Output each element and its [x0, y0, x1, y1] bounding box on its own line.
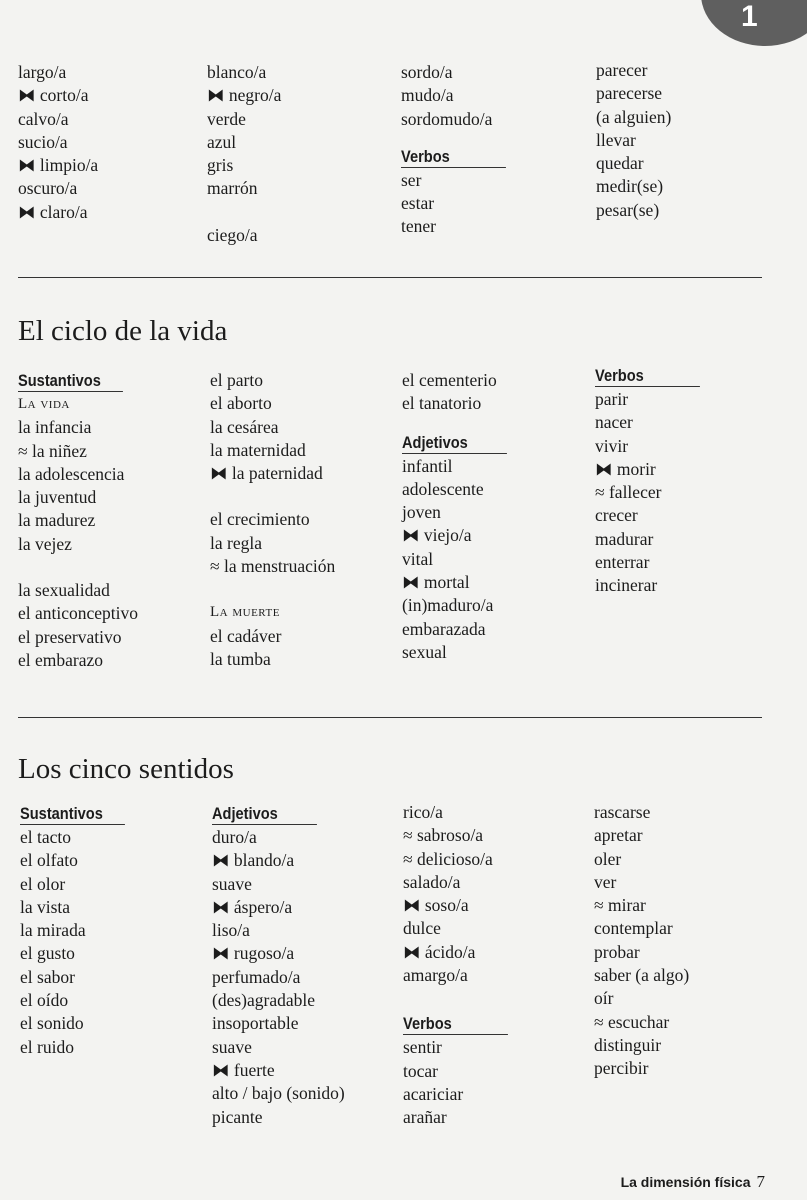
vocab-item: azul [207, 131, 237, 152]
vocab-item: el gusto [20, 943, 75, 964]
vocab-item: ⧓ blando/a [212, 850, 295, 871]
vocab-item: sordomudo/a [401, 108, 493, 129]
vocab-item: ⧓ negro/a [207, 85, 282, 106]
vocab-item: la madurez [18, 510, 96, 531]
s1-col4 [595, 365, 717, 598]
vocab-item: la mirada [20, 920, 86, 941]
s1-col2 [210, 369, 335, 671]
s2-sustantivos-header: Sustantivos [20, 803, 125, 825]
vocab-item: vivir [595, 435, 629, 456]
vocab-item: ⧓ claro/a [18, 201, 88, 222]
vocab-item: perfumado/a [212, 966, 301, 987]
vocab-item: ver [594, 871, 617, 892]
vocab-item: ⧓ ácido/a [403, 941, 476, 962]
vocab-item: parir [595, 389, 629, 409]
vocab-item: ⧓ rugoso/a [212, 943, 295, 964]
vocab-item: suave [212, 1036, 252, 1057]
vocab-item: el aborto [210, 393, 272, 414]
vocab-item: la regla [210, 532, 262, 553]
vocab-item: insoportable [212, 1013, 299, 1034]
s1-verbos-header: Verbos [595, 365, 700, 387]
vocab-item: la infancia [18, 417, 92, 438]
s1-col3 [402, 369, 524, 664]
vocab-item: percibir [594, 1058, 649, 1079]
s1-col2-group1 [210, 369, 335, 485]
s2-col4-items [594, 801, 689, 1081]
vocab-item: el preservativo [18, 626, 122, 647]
vocab-item: calvo/a [18, 108, 69, 129]
vocab-item: saber (a algo) [594, 965, 690, 986]
s1-adjetivos-header: Adjetivos [402, 432, 507, 454]
vocab-item: tocar [403, 1060, 438, 1081]
s2-verbos-header: Verbos [403, 1013, 508, 1035]
vocab-item: la adolescencia [18, 463, 125, 484]
vocab-item: el cadáver [210, 625, 282, 646]
vocab-item: ciego/a [207, 225, 258, 246]
vocab-item: embarazada [402, 618, 486, 639]
s0-col2 [207, 61, 281, 247]
vocab-item: el cementerio [402, 370, 497, 390]
vocab-item: el tanatorio [402, 393, 482, 414]
vocab-item: la tumba [210, 648, 271, 669]
vocab-item: rico/a [403, 802, 443, 822]
vocab-item: alto / bajo (sonido) [212, 1083, 345, 1104]
s2-col1 [20, 803, 142, 1059]
vocab-item: incinerar [595, 575, 658, 596]
s1-vida-subheader: La vida [18, 396, 70, 412]
vocab-item: sucio/a [18, 131, 68, 152]
vocab-item: ≈ sabroso/a [403, 825, 484, 846]
s1-sustantivos-header: Sustantivos [18, 370, 123, 392]
vocab-item: duro/a [212, 827, 257, 847]
vocab-item: amargo/a [403, 965, 468, 986]
vocab-item: el embarazo [18, 649, 104, 670]
vocab-item: (a alguien) [596, 106, 672, 127]
vocab-item: dulce [403, 918, 441, 939]
s1-col2-group2 [210, 508, 335, 578]
vocab-item: joven [402, 502, 441, 523]
vocab-item: ≈ la niñez [18, 440, 87, 461]
s1-col1-group1 [18, 416, 140, 556]
page-number: 7 [756, 1172, 765, 1191]
vocab-item: estar [401, 193, 435, 214]
vocab-item: sentir [403, 1037, 442, 1058]
vocab-item: ≈ mirar [594, 895, 646, 916]
vocab-item: nacer [595, 412, 633, 433]
vocab-item: tener [401, 216, 436, 237]
vocab-item: mudo/a [401, 85, 454, 106]
section-divider [18, 717, 762, 718]
footer-text: La dimensión física [620, 1174, 751, 1190]
vocab-item: apretar [594, 825, 643, 846]
vocab-item: salado/a [403, 871, 461, 892]
s1-muerte-subheader: La muerte [210, 604, 280, 621]
vocab-item: medir(se) [596, 176, 664, 197]
vocab-item: ser [401, 169, 422, 190]
vocab-item: ⧓ viejo/a [402, 525, 472, 546]
vocab-item: sexual [402, 641, 447, 662]
s1-col4-items [595, 388, 717, 598]
vocab-item: la sexualidad [18, 580, 110, 601]
vocab-item: la cesárea [210, 416, 279, 437]
vocab-item: ⧓ limpio/a [18, 155, 99, 176]
vocab-item: el sabor [20, 966, 75, 987]
vocab-item: probar [594, 941, 640, 962]
vocab-item: parecerse [596, 83, 663, 104]
s2-col3-verbs [403, 1036, 525, 1129]
vocab-item: arañar [403, 1107, 447, 1128]
s0-col3-top [401, 61, 523, 131]
vocab-item: el olor [20, 873, 66, 894]
vocab-item: liso/a [212, 920, 250, 941]
vocab-item: acariciar [403, 1083, 464, 1104]
s2-col2 [212, 803, 345, 1129]
vocab-item: picante [212, 1106, 263, 1127]
s2-col3 [403, 801, 525, 1130]
vocab-item: el tacto [20, 827, 72, 847]
vocab-item: largo/a [18, 62, 67, 82]
vocab-item: enterrar [595, 552, 650, 573]
vocab-item: ≈ la menstruación [210, 556, 336, 577]
vocab-item: la juventud [18, 487, 97, 508]
s2-col2-items [212, 826, 345, 1129]
vocab-item: vital [402, 548, 434, 569]
s1-col1-group2 [18, 579, 140, 672]
section-divider [18, 277, 762, 278]
vocab-item: gris [207, 155, 234, 176]
vocab-item: pesar(se) [596, 199, 660, 220]
vocab-item: el ruido [20, 1036, 74, 1057]
s1-col3-items [402, 455, 524, 665]
vocab-item: ≈ escuchar [594, 1011, 670, 1032]
page-footer [621, 1172, 765, 1192]
vocab-item: distinguir [594, 1034, 662, 1055]
vocab-item: ⧓ la paternidad [210, 463, 323, 484]
vocab-item: blanco/a [207, 62, 267, 82]
vocab-item: llevar [596, 129, 636, 150]
vocab-item: verde [207, 108, 246, 129]
vocab-item: ⧓ morir [595, 458, 656, 479]
vocab-item: (in)maduro/a [402, 595, 494, 616]
s2-col1-items [20, 826, 142, 1059]
vocab-item: ⧓ soso/a [403, 895, 469, 916]
chapter-number: 1 [741, 0, 758, 33]
s0-col3-bottom [401, 169, 523, 239]
section-title-sentidos: Los cinco sentidos [18, 753, 234, 785]
vocab-item: el olfato [20, 850, 78, 871]
s0-verbos-header: Verbos [401, 146, 506, 168]
vocab-item: adolescente [402, 478, 484, 499]
vocab-item: crecer [595, 505, 638, 526]
vocab-item: la vista [20, 896, 71, 917]
vocab-item: la vejez [18, 533, 72, 554]
section-title-ciclo: El ciclo de la vida [18, 315, 228, 347]
vocab-item: oír [594, 988, 614, 1009]
vocab-item: el oído [20, 990, 69, 1011]
vocab-item: quedar [596, 153, 644, 174]
s1-col3-top [402, 369, 524, 416]
vocab-item: oler [594, 848, 622, 869]
vocab-item: rascarse [594, 802, 651, 822]
vocab-item: ⧓ mortal [402, 572, 470, 593]
vocab-item: el sonido [20, 1013, 84, 1034]
vocab-item: ⧓ fuerte [212, 1059, 275, 1080]
vocab-item: infantil [402, 455, 453, 476]
vocab-item: ⧓ corto/a [18, 85, 89, 106]
vocab-item: contemplar [594, 918, 673, 939]
s0-col1 [18, 61, 98, 224]
vocab-item: el anticonceptivo [18, 603, 139, 624]
s1-col1 [18, 370, 140, 672]
vocab-item: ≈ fallecer [595, 482, 662, 503]
s0-col4 [596, 59, 671, 222]
vocab-item: la maternidad [210, 439, 306, 460]
vocab-item [207, 201, 281, 224]
vocab-item: el crecimiento [210, 509, 310, 530]
vocab-item: madurar [595, 528, 654, 549]
s2-adjetivos-header: Adjetivos [212, 803, 317, 825]
s2-col3-items [403, 801, 525, 987]
chapter-tab [701, 0, 807, 46]
vocab-item: (des)agradable [212, 990, 315, 1011]
s2-col4 [594, 801, 689, 1081]
vocab-item: el parto [210, 370, 263, 390]
vocab-item: ≈ delicioso/a [403, 848, 493, 869]
vocab-item: sordo/a [401, 62, 453, 82]
vocab-item: parecer [596, 60, 648, 80]
vocab-item: ⧓ áspero/a [212, 896, 293, 917]
vocab-item: marrón [207, 178, 258, 199]
vocab-item: suave [212, 873, 252, 894]
s0-col3 [401, 61, 523, 239]
s1-col2-group3 [210, 625, 335, 672]
vocab-item: oscuro/a [18, 178, 78, 199]
